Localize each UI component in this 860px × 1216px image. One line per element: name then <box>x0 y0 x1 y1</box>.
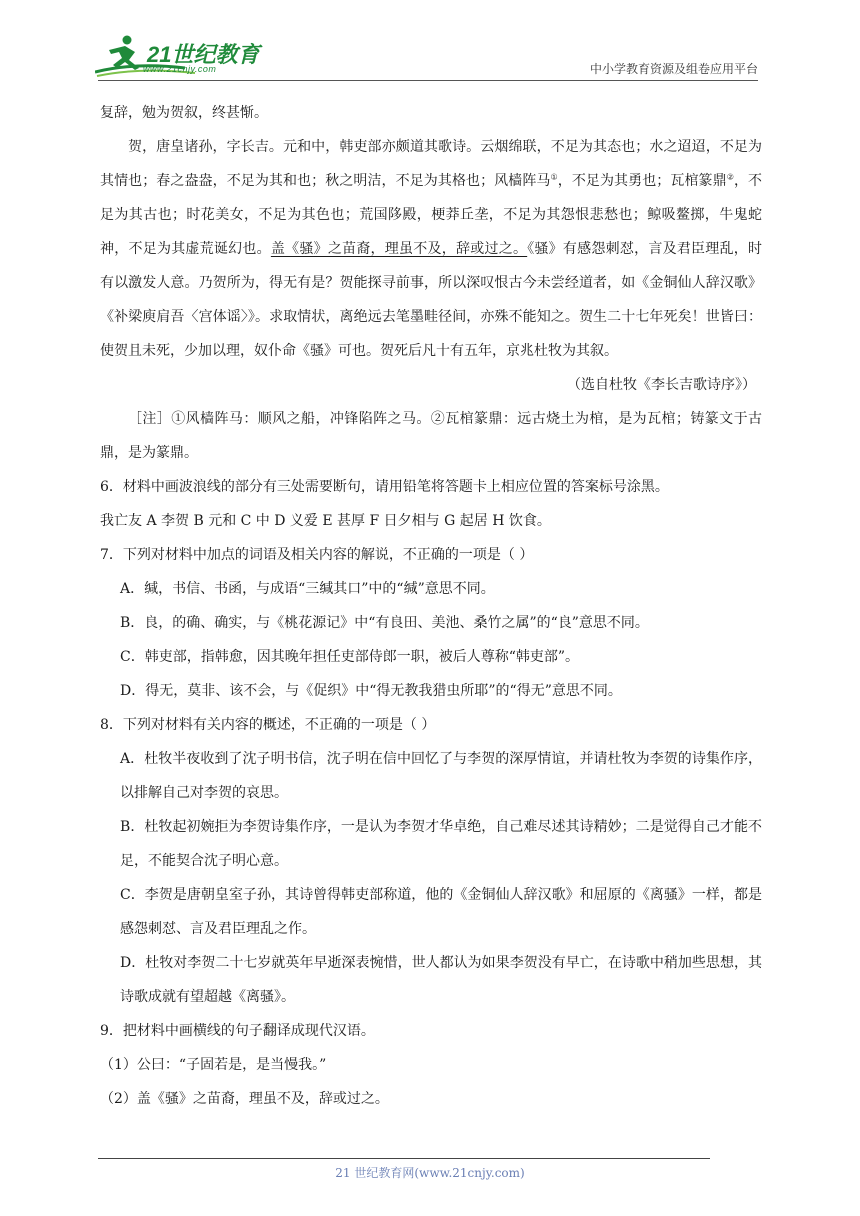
q8-option-b: B．杜牧起初婉拒为李贺诗集作序，一是认为李贺才华卓绝，自己难尽述其诗精妙；二是觉得自己才能不足，不能契合沈子明心意。 <box>120 819 762 869</box>
q7-option-a: A．缄，书信、书函，与成语“三缄其口”中的“缄”意思不同。 <box>120 581 495 597</box>
footer-divider <box>98 1158 710 1159</box>
header-platform-name: 中小学教育资源及组卷应用平台 <box>589 62 758 76</box>
q9-item-2: （2）盖《骚》之苗裔，理虽不及，辞或过之。 <box>100 1091 389 1107</box>
question-9: 9．把材料中画横线的句子翻译成现代汉语。 <box>100 1023 375 1039</box>
q7-option-b: B．良，的确、确实，与《桃花源记》中“有良田、美池、桑竹之属”的“良”意思不同。 <box>120 615 649 631</box>
passage-line: 复辞，勉为贺叙，终甚惭。 <box>100 105 268 121</box>
q7-option-d: D．得无，莫非、该不会，与《促织》中“得无教我猎虫所耶”的“得无”意思不同。 <box>120 683 622 699</box>
q7-option-c: C．韩吏部，指韩愈，因其晚年担任吏部侍郎一职，被后人尊称“韩吏部”。 <box>120 649 580 665</box>
passage-source: （选自杜牧《李长吉歌诗序》） <box>567 377 756 393</box>
page-header <box>0 0 860 84</box>
footer-text[interactable]: 21 世纪教育网(www.21cnjy.com) <box>335 1166 525 1180</box>
footnote-mark: ② <box>726 172 734 182</box>
passage-paragraph: 贺，唐皇诸孙，字长吉。元和中，韩吏部亦颇道其歌诗。云烟绵联，不足为其态也；水之迢迢，不足为其情也；春之盎盎，不足为其和也；秋之明洁，不足为其格也；风樯阵马①，不足为其勇也；瓦棺篆鼎②，不足为其古也；时花美女，不足为其色也；荒国陊殿，梗莽丘垄，不足为其怨恨悲愁也；鲸吸鳌掷，牛鬼蛇神，不足为其虚荒诞幻也。盖《骚》之苗裔，理虽不及，辞或过之。《骚》有感怨刺怼，言及君臣理乱，时有以激发人意。乃贺所为，得无有是？贺能探寻前事，所以深叹恨古今未尝经道者，如《金铜仙人辞汉歌》《补梁庾肩吾〈宫体谣〉》。求取情状，离绝远去笔墨畦径间，亦殊不能知之。贺生二十七年死矣！世皆曰：使贺且未死，少加以理，奴仆命《骚》可也。贺死后凡十有五年，京兆杜牧为其叙。 <box>100 139 763 359</box>
q8-option-d: D．杜牧对李贺二十七岁就英年早逝深表惋惜，世人都认为如果李贺没有早亡，在诗歌中稍加些思想，其诗歌成就有望超越《离骚》。 <box>120 955 762 1005</box>
question-6-line: 我亡友 A 李贺 B 元和 C 中 D 义爱 E 甚厚 F 日夕相与 G 起居 H 饮食。 <box>100 513 551 529</box>
footnote-mark: ① <box>550 172 558 182</box>
header-divider <box>98 80 758 81</box>
logo-url: www.21cnjy.com <box>143 64 217 74</box>
document-body <box>100 96 762 1116</box>
q9-item-1: （1）公曰：“子固若是，是当慢我。” <box>100 1057 327 1073</box>
passage-notes: ［注］①风樯阵马：顺风之船，冲锋陷阵之马。②瓦棺篆鼎：远古烧土为棺，是为瓦棺；铸篆文于古鼎，是为篆鼎。 <box>100 411 762 461</box>
logo-text: 21世纪教育 <box>147 42 260 67</box>
underlined-sentence: 盖《骚》之苗裔，理虽不及，辞或过之。 <box>270 241 528 257</box>
question-8: 8．下列对材料有关内容的概述，不正确的一项是（ ） <box>100 717 436 733</box>
q8-option-a: A．杜牧半夜收到了沈子明书信，沈子明在信中回忆了与李贺的深厚情谊，并请杜牧为李贺的诗集作序，以排解自己对李贺的哀思。 <box>120 751 762 801</box>
question-7: 7．下列对材料中加点的词语及相关内容的解说，不正确的一项是（ ） <box>100 547 534 563</box>
question-6: 6．材料中画波浪线的部分有三处需要断句，请用铅笔将答题卡上相应位置的答案标号涂黑。 <box>100 479 669 495</box>
q8-option-c: C．李贺是唐朝皇室子孙，其诗曾得韩吏部称道，他的《金铜仙人辞汉歌》和屈原的《离骚》一样，都是感怨刺怼、言及君臣理乱之作。 <box>120 887 762 937</box>
